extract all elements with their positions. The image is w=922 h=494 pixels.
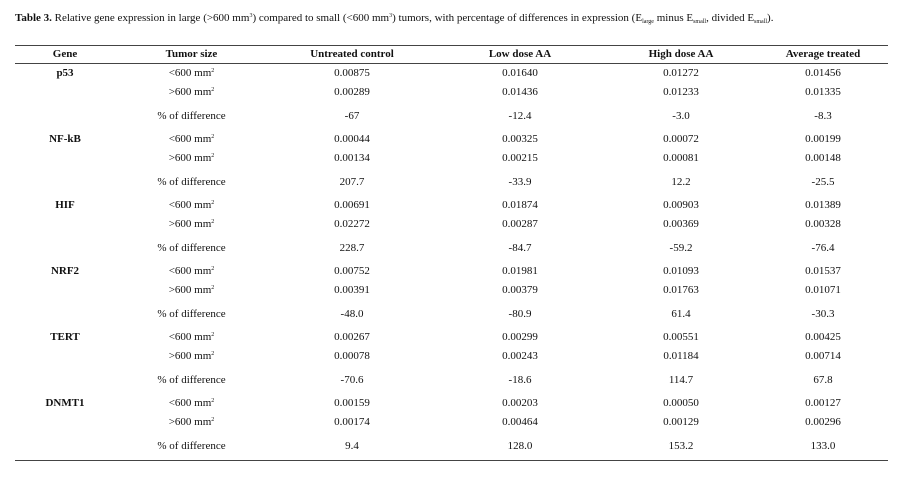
tumor-size-cell <box>115 413 268 432</box>
difference-label: % of difference <box>115 432 268 461</box>
caption-sub: small <box>693 19 707 25</box>
gene-name: p53 <box>56 67 74 79</box>
difference-label: % of difference <box>157 308 226 320</box>
value-cell: 0.01640 <box>502 67 538 79</box>
difference-label: % of difference <box>157 242 226 254</box>
difference-value: 128.0 <box>436 432 604 461</box>
tumor-size-cell <box>115 394 268 413</box>
value-cell: 0.00129 <box>663 416 699 428</box>
caption-sub: small <box>754 19 768 25</box>
gene-cell-empty <box>15 300 115 328</box>
difference-label: % of difference <box>157 110 226 122</box>
gene-expression-table <box>15 45 888 461</box>
tumor-size-label: <600 mm <box>168 397 212 409</box>
gene-cell-empty <box>15 347 115 366</box>
unit-superscript: 2 <box>211 332 215 338</box>
table-row <box>15 130 888 149</box>
value-cell: 0.00425 <box>805 331 841 343</box>
difference-value: -30.3 <box>811 308 835 320</box>
gene-cell-empty <box>15 149 115 168</box>
unit-superscript: 2 <box>211 398 215 404</box>
gene-cell-empty <box>15 168 115 196</box>
value-cell: 0.01093 <box>663 265 699 277</box>
caption-text: ) compared to small (<600 mm <box>252 12 390 24</box>
table-row-difference <box>15 102 888 130</box>
value-cell: 0.01272 <box>663 67 699 79</box>
unit-superscript: 2 <box>211 153 215 159</box>
difference-value: 207.7 <box>339 176 365 188</box>
value-cell: 0.00551 <box>663 331 699 343</box>
value-cell: 0.01233 <box>663 86 699 98</box>
table-body <box>15 64 888 461</box>
table-row <box>15 328 888 347</box>
value-cell: 0.00299 <box>502 331 538 343</box>
table-row-difference <box>15 234 888 262</box>
value-cell: 0.00199 <box>805 133 841 145</box>
tumor-size-label: >600 mm <box>168 416 212 428</box>
difference-value: -18.6 <box>508 374 532 386</box>
value-cell: 0.00148 <box>805 152 841 164</box>
difference-value: 114.7 <box>668 374 694 386</box>
difference-value: -8.3 <box>814 110 832 122</box>
difference-value: 61.4 <box>671 308 691 320</box>
difference-value: -3.0 <box>672 110 690 122</box>
unit-superscript: 2 <box>211 351 215 357</box>
unit-superscript: 2 <box>211 285 215 291</box>
value-cell: 0.00072 <box>663 133 699 145</box>
value-cell: 0.00325 <box>502 133 538 145</box>
value-cell: 0.00134 <box>334 152 370 164</box>
value-cell: 0.00159 <box>334 397 370 409</box>
caption-label: Table 3. <box>15 12 52 24</box>
difference-value: -80.9 <box>508 308 532 320</box>
difference-label: % of difference <box>157 176 226 188</box>
difference-value: -76.4 <box>811 242 835 254</box>
tumor-size-cell <box>115 262 268 281</box>
value-cell: 0.00369 <box>663 218 699 230</box>
caption-text: minus E <box>653 12 694 24</box>
gene-name: TERT <box>50 331 80 343</box>
difference-value: -84.7 <box>508 242 532 254</box>
difference-value: -33.9 <box>508 176 532 188</box>
unit-superscript: 2 <box>211 134 215 140</box>
difference-value: -25.5 <box>811 176 835 188</box>
tumor-size-label: >600 mm <box>168 152 212 164</box>
value-cell: 0.00289 <box>334 86 370 98</box>
header-tumor-size: Tumor size <box>115 46 268 64</box>
gene-cell-empty <box>15 215 115 234</box>
value-cell: 0.00243 <box>502 350 538 362</box>
value-cell: 0.01389 <box>805 199 841 211</box>
caption-text: ). <box>767 12 774 24</box>
tumor-size-cell <box>115 83 268 102</box>
tumor-size-cell <box>115 215 268 234</box>
tumor-size-cell <box>115 196 268 215</box>
tumor-size-cell <box>115 149 268 168</box>
value-cell: 0.00391 <box>334 284 370 296</box>
header-high-dose-aa: High dose AA <box>604 46 758 64</box>
tumor-size-label: <600 mm <box>168 331 212 343</box>
table-row <box>15 347 888 366</box>
value-cell: 0.01981 <box>502 265 538 277</box>
value-cell: 0.01071 <box>805 284 841 296</box>
value-cell: 0.00379 <box>502 284 538 296</box>
gene-cell-empty <box>15 102 115 130</box>
tumor-size-cell <box>115 281 268 300</box>
tumor-size-label: <600 mm <box>168 133 212 145</box>
table-caption <box>15 9 773 29</box>
header-gene: Gene <box>15 46 115 64</box>
table-row <box>15 413 888 432</box>
gene-cell-empty <box>15 366 115 394</box>
caption-text: Relative gene expression in large (>600 mm <box>51 12 250 24</box>
gene-cell-empty <box>15 432 115 461</box>
value-cell: 0.00174 <box>334 416 370 428</box>
value-cell: 0.00050 <box>663 397 699 409</box>
table-row-difference <box>15 168 888 196</box>
caption-sub: large <box>642 19 654 25</box>
value-cell: 0.01763 <box>663 284 699 296</box>
value-cell: 0.00215 <box>502 152 538 164</box>
unit-superscript: 2 <box>211 68 215 74</box>
unit-superscript: 2 <box>211 266 215 272</box>
tumor-size-cell <box>115 130 268 149</box>
tumor-size-label: >600 mm <box>168 86 212 98</box>
tumor-size-label: <600 mm <box>168 265 212 277</box>
value-cell: 0.01184 <box>663 350 699 362</box>
difference-value: 153.2 <box>604 432 758 461</box>
value-cell: 0.00044 <box>334 133 370 145</box>
difference-value: -59.2 <box>669 242 693 254</box>
value-cell: 0.01456 <box>805 67 841 79</box>
caption-text: , divided E <box>706 12 755 24</box>
value-cell: 0.00127 <box>805 397 841 409</box>
tumor-size-label: >600 mm <box>168 350 212 362</box>
value-cell: 0.01537 <box>805 265 841 277</box>
difference-value: 9.4 <box>268 432 436 461</box>
value-cell: 0.00714 <box>805 350 841 362</box>
difference-label: % of difference <box>157 374 226 386</box>
table-row <box>15 83 888 102</box>
value-cell: 0.00328 <box>805 218 841 230</box>
value-cell: 0.01335 <box>805 86 841 98</box>
gene-name: DNMT1 <box>45 397 85 409</box>
caption-sup: 3 <box>389 13 393 19</box>
gene-name: HIF <box>55 199 75 211</box>
gene-cell-empty <box>15 83 115 102</box>
table-row <box>15 281 888 300</box>
tumor-size-label: <600 mm <box>168 199 212 211</box>
value-cell: 0.00875 <box>334 67 370 79</box>
value-cell: 0.02272 <box>334 218 370 230</box>
value-cell: 0.00203 <box>502 397 538 409</box>
difference-value: 12.2 <box>671 176 691 188</box>
difference-value: -67 <box>344 110 360 122</box>
gene-cell-empty <box>15 413 115 432</box>
difference-value: -70.6 <box>340 374 364 386</box>
tumor-size-label: <600 mm <box>168 67 212 79</box>
difference-value: -12.4 <box>508 110 532 122</box>
value-cell: 0.00903 <box>663 199 699 211</box>
difference-value: 133.0 <box>758 432 888 461</box>
value-cell: 0.00287 <box>502 218 538 230</box>
difference-value: 228.7 <box>339 242 365 254</box>
unit-superscript: 2 <box>211 200 215 206</box>
value-cell: 0.01874 <box>502 199 538 211</box>
unit-superscript: 2 <box>211 219 215 225</box>
table-row <box>15 64 888 84</box>
table-row <box>15 215 888 234</box>
tumor-size-label: >600 mm <box>168 218 212 230</box>
caption-text: ) tumors, with percentage of differences in expression (E <box>392 12 643 24</box>
table-row-difference <box>15 432 888 461</box>
header-average-treated: Average treated <box>758 46 888 64</box>
value-cell: 0.00691 <box>334 199 370 211</box>
value-cell: 0.00752 <box>334 265 370 277</box>
table-row-difference <box>15 300 888 328</box>
value-cell: 0.00078 <box>334 350 370 362</box>
gene-cell-empty <box>15 234 115 262</box>
tumor-size-cell <box>115 347 268 366</box>
value-cell: 0.00267 <box>334 331 370 343</box>
caption-sup: 3 <box>249 13 253 19</box>
value-cell: 0.00464 <box>502 416 538 428</box>
table-row <box>15 149 888 168</box>
tumor-size-cell <box>115 328 268 347</box>
gene-name: NF-kB <box>49 133 81 145</box>
header-untreated-control: Untreated control <box>268 46 436 64</box>
header-low-dose-aa: Low dose AA <box>436 46 604 64</box>
unit-superscript: 2 <box>211 87 215 93</box>
value-cell: 0.00081 <box>663 152 699 164</box>
value-cell: 0.01436 <box>502 86 538 98</box>
table-row-difference <box>15 366 888 394</box>
header-row <box>15 46 888 64</box>
gene-cell-empty <box>15 281 115 300</box>
table-row <box>15 196 888 215</box>
difference-value: -48.0 <box>340 308 364 320</box>
tumor-size-cell <box>115 64 268 84</box>
gene-name: NRF2 <box>50 265 80 277</box>
table-row <box>15 262 888 281</box>
tumor-size-label: >600 mm <box>168 284 212 296</box>
value-cell: 0.00296 <box>805 416 841 428</box>
difference-value: 67.8 <box>813 374 833 386</box>
table-row <box>15 394 888 413</box>
unit-superscript: 2 <box>211 417 215 423</box>
